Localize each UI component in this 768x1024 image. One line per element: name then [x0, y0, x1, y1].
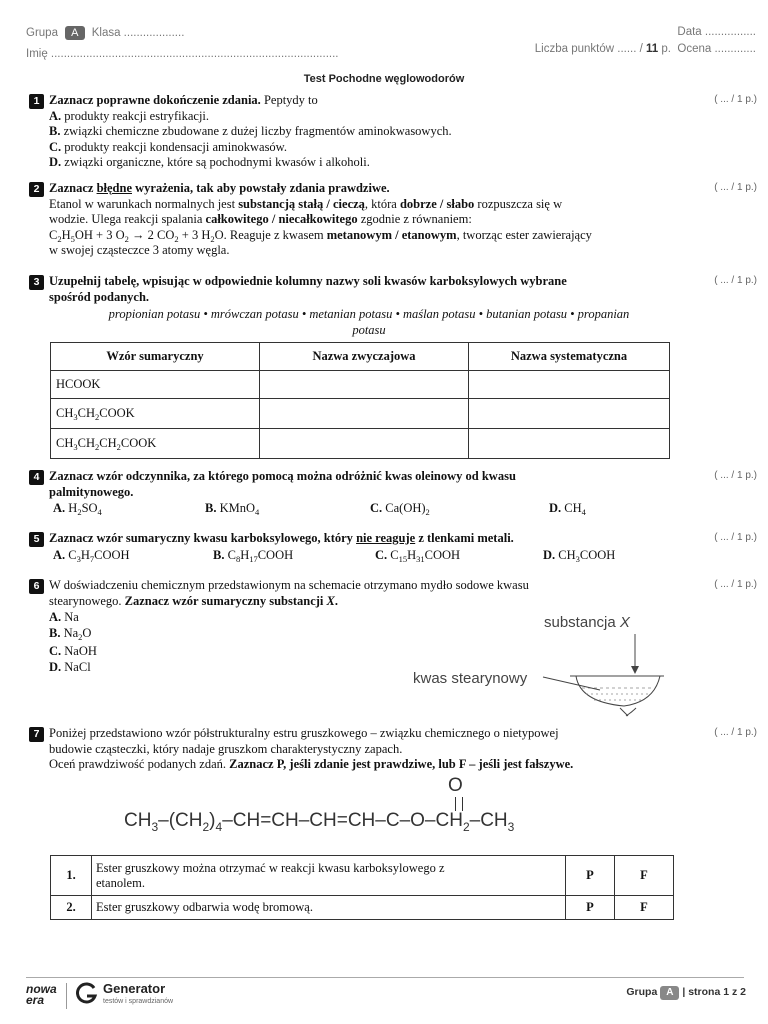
answer-option[interactable]: B. $Na_2O$ — [49, 625, 92, 642]
generator-logo — [103, 982, 173, 1008]
q6-text: stearynowego. — [49, 593, 125, 608]
diagram-x: X — [619, 614, 630, 631]
option-text: COOH — [579, 548, 616, 562]
option-letter: A. — [53, 501, 66, 515]
option-letter: D. — [549, 501, 562, 515]
q7-text: Oceń prawdziwość podanych zdań. — [49, 757, 230, 771]
option-letter: B. — [213, 548, 225, 562]
q7-text: budowie cząsteczki, który nadaje gruszkom charakterystyczny zapach. — [49, 741, 403, 756]
answer-cell[interactable] — [469, 371, 670, 399]
column-header: Nazwa zwyczajowa — [260, 343, 469, 371]
grade-field: Ocena ............. — [677, 43, 756, 55]
statement-text: etanolem. — [96, 875, 145, 890]
option-text: C — [224, 548, 236, 562]
question-1 — [49, 93, 689, 171]
points-box: ( ... / 1 p.) — [714, 470, 757, 481]
footer-group-label: Grupa — [626, 986, 658, 998]
option-text: CH — [561, 501, 582, 515]
option-text: Na — [60, 625, 79, 640]
answer-cell[interactable] — [469, 399, 670, 429]
q2-text: Etanol w warunkach normalnych jest — [49, 196, 239, 211]
choice-solubility[interactable]: dobrze / słabo — [399, 196, 475, 211]
formula-part: CH — [56, 436, 74, 450]
formula-part: COOK — [99, 406, 135, 420]
answer-option[interactable]: B. KMnO$_4$ — [205, 501, 260, 517]
q4-instruction: palmitynowego. — [49, 484, 134, 499]
choice-combustion[interactable]: całkowitego / niecałkowitego — [205, 212, 358, 226]
combustion-equation: $C_2H_5OH + 3$ $O_2 \to 2$ $CO_2 + 3$ $H_2O$. Reaguje z kwasem metanowym / etanowym, tworząc ester zawierający — [49, 227, 592, 244]
footer-page-info — [626, 986, 746, 1000]
salts-line: potasu — [352, 323, 386, 337]
generator-subtitle: testów i sprawdzianów — [103, 998, 174, 1005]
question-number: 1 — [29, 94, 44, 109]
answer-cell[interactable] — [469, 429, 670, 459]
option-text: związki chemiczne zbudowane z dużej liczby fragmentów aminokwasowych. — [60, 124, 452, 138]
option-text: NaCl — [61, 659, 91, 674]
question-3 — [49, 274, 689, 305]
table-row — [51, 896, 674, 920]
option-text: CH — [555, 548, 576, 562]
generator-logo-icon — [76, 982, 98, 1006]
option-text: COOH — [94, 548, 130, 562]
answer-option[interactable] — [49, 140, 689, 156]
true-option[interactable]: P — [566, 856, 615, 896]
q2-text: , która — [364, 196, 400, 211]
q3-instruction: Uzupełnij tabelę, wpisując w odpowiednie kolumny nazwy soli kwasów karboksylowych wybrane — [49, 274, 567, 288]
formula-part: → 2 CO — [128, 227, 175, 242]
substance-x: X — [326, 593, 335, 608]
points-box: ( ... / 1 p.) — [714, 94, 757, 105]
page-number: | strona 1 z 2 — [682, 986, 746, 998]
group-field — [26, 26, 184, 40]
q2-text: rozpuszcza się w — [474, 196, 563, 211]
formula-cell: $CH_3CH_2CH_2COOK$ — [51, 429, 260, 459]
table-row — [51, 399, 670, 429]
formula-part: COOK — [120, 436, 157, 450]
q6-text: W doświadczeniu chemicznym przedstawionym na schemacie otrzymano mydło sodowe kwasu — [49, 578, 529, 592]
footer-group-badge: A — [660, 986, 679, 1000]
option-letter: C. — [49, 139, 62, 154]
q2-instruction-b: wyrażenia, tak aby powstały zdania prawdziwe. — [132, 181, 390, 195]
answer-option[interactable] — [49, 644, 97, 660]
q2-text: zgodnie z równaniem: — [357, 212, 472, 226]
answer-option[interactable] — [49, 610, 97, 626]
q2-text: , tworząc ester zawierający — [456, 227, 592, 242]
q2-instruction-underline: błędne — [96, 181, 132, 195]
diagram-label-substance — [544, 614, 630, 631]
option-letter: B. — [49, 625, 61, 640]
name-field: Imię .......................................................................................... — [26, 48, 339, 60]
option-text: związki organiczne, które są pochodnymi kwasów i alkoholi. — [61, 155, 370, 169]
option-letter: B. — [205, 501, 217, 515]
answer-option[interactable]: A. $H_2SO_4$ — [53, 501, 102, 517]
formula-part: CH — [77, 406, 95, 420]
true-false-table — [50, 855, 674, 920]
formula-part: CH — [99, 436, 117, 450]
generator-title: Generator — [103, 981, 166, 996]
footer-divider — [26, 977, 744, 978]
q5-instruction-a: Zaznacz wzór sumaryczny kwasu karboksylowego, który — [49, 531, 357, 545]
question-4 — [49, 469, 689, 500]
choice-state[interactable]: substancją stałą / cieczą — [238, 196, 365, 211]
formula-part: CH — [56, 406, 74, 420]
answer-cell[interactable] — [260, 429, 469, 459]
q6-options — [49, 610, 97, 675]
question-5 — [49, 531, 689, 547]
table-row — [51, 429, 670, 459]
brand-text: era — [26, 993, 45, 1007]
answer-option[interactable] — [49, 660, 97, 676]
ester-structural-formula: $CH_3-(CH_2)_4-CH=CH-CH=CH-C-O-CH_2-CH_3$ — [124, 810, 515, 834]
carbonyl-oxygen: O — [448, 775, 463, 796]
option-letter: D. — [49, 155, 62, 169]
class-field: Klasa ................... — [91, 27, 185, 39]
group-badge: A — [65, 26, 84, 40]
q5-instruction-b: z tlenkami metali. — [415, 531, 514, 545]
answer-option[interactable]: A. $C_3H_7COOH$ — [53, 548, 130, 564]
points-box: ( ... / 1 p.) — [714, 579, 757, 590]
points-box: ( ... / 1 p.) — [714, 727, 757, 738]
answer-option[interactable]: B. $C_8H_{17}COOH$ — [213, 548, 294, 564]
formula-part: + 3 H — [178, 227, 211, 242]
option-text: H — [65, 501, 78, 515]
answer-cell[interactable] — [260, 399, 469, 429]
option-text: H — [407, 548, 417, 562]
statement — [92, 856, 566, 896]
points-box: ( ... / 1 p.) — [714, 275, 757, 286]
brand-text: nowa — [26, 982, 57, 996]
statement-text: Ester gruszkowy można otrzymać w reakcji kwasu karboksylowego z — [96, 860, 445, 875]
option-letter: A. — [49, 108, 62, 123]
question-number: 2 — [29, 182, 44, 197]
question-number: 5 — [29, 532, 44, 547]
row-number: 2. — [51, 896, 92, 920]
q1-lead: Peptydy to — [260, 93, 318, 107]
q1-instruction: Zaznacz poprawne dokończenie zdania. — [49, 93, 261, 107]
question-number: 7 — [29, 727, 44, 742]
points-label: Liczba punktów ...... / — [534, 43, 643, 55]
answer-option[interactable]: C. $Ca(OH)_2$ — [370, 501, 430, 517]
option-text: H — [80, 548, 90, 562]
evaporating-dish-diagram — [540, 630, 670, 720]
option-text: C — [387, 548, 399, 562]
answer-option[interactable] — [49, 124, 689, 140]
formula-part: OH + 3 O — [74, 227, 125, 242]
question-6 — [49, 578, 649, 609]
salts-table — [50, 342, 670, 459]
answer-cell[interactable] — [260, 371, 469, 399]
true-option[interactable]: P — [566, 896, 615, 920]
option-text: O — [82, 625, 92, 640]
test-title: Test Pochodne węglowodorów — [303, 73, 465, 85]
option-text: KMnO — [216, 501, 256, 515]
points-box: ( ... / 1 p.) — [714, 532, 757, 543]
option-text: SO — [81, 501, 98, 515]
option-text: H — [240, 548, 250, 562]
option-text: COOH — [424, 548, 461, 562]
statement: Ester gruszkowy odbarwia wodę bromową. — [92, 896, 566, 920]
formula-part: CH — [77, 436, 95, 450]
question-number: 4 — [29, 470, 44, 485]
salts-line: propionian potasu • mrówczan potasu • metanian potasu • maślan potasu • butanian potasu • propanian — [108, 307, 630, 321]
date-field: Data ................ — [677, 26, 756, 38]
option-text: COOH — [257, 548, 294, 562]
double-bond — [455, 797, 463, 811]
answer-option[interactable]: D. $CH_4$ — [549, 501, 586, 517]
option-letter: C. — [370, 501, 383, 515]
option-text: produkty reakcji kondensacji aminokwasów. — [61, 139, 288, 154]
option-text: Na — [61, 610, 79, 624]
option-text: C — [65, 548, 77, 562]
salts-list — [49, 306, 689, 338]
option-letter: D. — [543, 548, 556, 562]
answer-option[interactable]: C. $C_{15}H_{31}COOH$ — [375, 548, 461, 564]
points-max: 11 — [646, 43, 659, 55]
q3-instruction: spośród podanych. — [49, 289, 150, 304]
column-header: Wzór sumaryczny — [51, 343, 260, 371]
q2-text: wodzie. Ulega reakcji spalania — [49, 212, 206, 226]
q6-instruction: Zaznacz wzór sumaryczny substancji — [124, 593, 327, 608]
points-grade-field — [535, 43, 756, 55]
question-number: 3 — [29, 275, 44, 290]
formula-cell: HCOOK — [51, 371, 260, 399]
question-7 — [49, 726, 689, 773]
answer-option[interactable] — [49, 155, 689, 171]
column-header: Nazwa systematyczna — [469, 343, 670, 371]
points-box: ( ... / 1 p.) — [714, 182, 757, 193]
group-label: Grupa — [26, 27, 58, 39]
option-text: Ca(OH) — [382, 501, 426, 515]
q2-text: w swojej cząsteczce 3 atomy węgla. — [49, 243, 230, 257]
diagram-text: substancja — [544, 614, 620, 631]
q7-instruction: Zaznacz P, jeśli zdanie jest prawdziwe, lub F – jeśli jest fałszywe. — [229, 757, 574, 771]
q6-dot: . — [334, 593, 338, 608]
question-2 — [49, 181, 689, 259]
table-row — [51, 856, 674, 896]
false-option[interactable]: F — [615, 896, 674, 920]
formula-cell: $CH_3CH_2COOK$ — [51, 399, 260, 429]
formula-part: C — [49, 227, 58, 242]
answer-option[interactable] — [49, 109, 689, 125]
q7-text: Poniżej przedstawiono wzór półstrukturalny estru gruszkowego – związku chemicznego o nietypowej — [49, 726, 559, 740]
option-text: NaOH — [61, 644, 97, 658]
false-option[interactable]: F — [615, 856, 674, 896]
option-text: produkty reakcji estryfikacji. — [61, 108, 210, 123]
option-letter: C. — [49, 644, 62, 658]
choice-acid[interactable]: metanowym / etanowym — [326, 227, 457, 242]
answer-option[interactable]: D. $CH_3COOH$ — [543, 548, 616, 564]
points-unit: p. — [661, 43, 671, 55]
q4-instruction: Zaznacz wzór odczynnika, za którego pomocą można odróżnić kwas oleinowy od kwasu — [49, 469, 516, 483]
logo-divider — [66, 983, 67, 1009]
row-number: 1. — [51, 856, 92, 896]
option-letter: A. — [53, 548, 66, 562]
option-letter: B. — [49, 124, 61, 138]
q2-instruction-a: Zaznacz — [49, 181, 97, 195]
formula-part: O. Reaguje z kwasem — [214, 227, 327, 242]
table-row — [51, 371, 670, 399]
nowa-era-logo — [26, 984, 57, 1006]
option-letter: A. — [49, 610, 62, 624]
q5-instruction-underline: nie reaguje — [356, 531, 416, 545]
question-number: 6 — [29, 579, 44, 594]
diagram-label-acid: kwas stearynowy — [413, 670, 528, 687]
option-letter: D. — [49, 659, 62, 674]
option-letter: C. — [375, 548, 388, 562]
